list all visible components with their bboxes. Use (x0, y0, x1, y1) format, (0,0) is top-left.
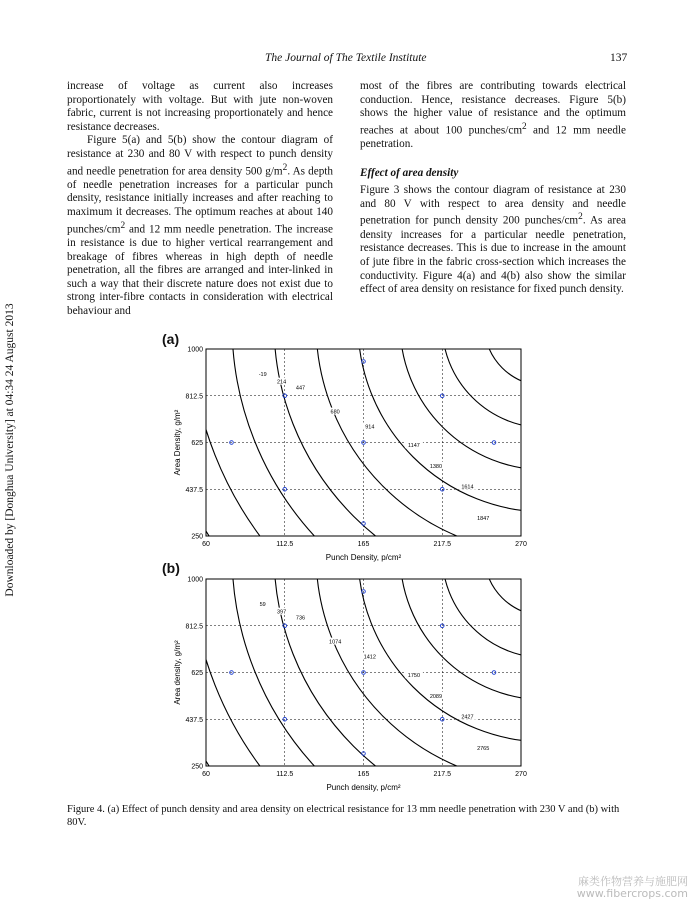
figure-caption: Figure 4. (a) Effect of punch density and area density on electrical resistance for 13 mm needle penetration with 230 V and (b) with 80V. (67, 804, 620, 828)
contour-label: 680 (330, 409, 340, 416)
paragraph-text: most of the fibres are contributing towards electrical conduction. Hence, resistance decreases. Figure 5(b) shows the higher value of resistance and the optimum reaches at about 100 punches/cm (360, 80, 626, 137)
x-axis-label: Punch density, p/cm² (326, 783, 401, 792)
superscript: 2 (282, 162, 288, 173)
paragraph (67, 134, 333, 318)
section-title: Effect of area density (360, 166, 459, 179)
y-tick-label: 625 (191, 670, 203, 677)
contour-label: 1147 (407, 443, 420, 450)
y-axis-label: Area density, g/m² (173, 640, 182, 705)
y-tick-label: 437.5 (185, 486, 203, 494)
contour-label: 2765 (477, 746, 490, 753)
x-axis-label: Punch Density, p/cm² (325, 553, 402, 562)
superscript: 2 (578, 212, 583, 223)
superscript: 2 (120, 220, 126, 231)
paragraph-text: and 12 mm needle penetration. The increase in resistance is due to higher vertical rearrangement and breakage of fibres whereas in high depth of needle penetration, all the fibres are arranged and inter-linked in such a way that their discrete nature does not exist due to strong inter-fibre contacts in consideration with electrical behaviour and (67, 223, 333, 317)
sidebar-text: Downloaded by [Donghua University] at 04:34 24 August 2013 (4, 303, 16, 597)
paragraph-text: . As area density increases for a particular needle penetration, resistance decreases. This is due to increase in the amount of jute fibre in the fabric cross-section which increases the conductivity. Figure 4(a) and 4(b) also show the similar effect of area density on resistance for fixed punch density. (360, 215, 627, 296)
contour-label: 1074 (329, 639, 342, 646)
x-tick-label: 270 (515, 771, 527, 778)
contour-label: 214 (277, 379, 287, 386)
contour-label: 1380 (429, 463, 443, 470)
paragraph-text: and 12 mm needle penetration. (360, 124, 627, 151)
x-tick-label: 270 (515, 541, 527, 548)
x-tick-label: 165 (357, 541, 370, 548)
paragraph (360, 184, 626, 296)
right-column (360, 80, 626, 297)
contour-label: 59 (259, 602, 266, 609)
contour-label: 1614 (461, 484, 474, 491)
y-tick-label: 812.5 (185, 623, 203, 631)
running-header: The Journal of The Textile Institute (265, 52, 427, 64)
y-tick-label: 250 (191, 533, 203, 541)
y-tick-label: 1000 (187, 346, 203, 354)
contour-label: 1412 (363, 654, 376, 661)
left-column (67, 80, 333, 319)
y-tick-label: 1000 (187, 576, 203, 584)
download-sidebar-note (2, 280, 18, 620)
contour-label: -19 (258, 372, 267, 379)
contour-label: 397 (277, 609, 287, 616)
x-tick-label: 112.5 (276, 541, 294, 548)
contour-label: 447 (295, 385, 306, 392)
contour-label: 2089 (429, 693, 443, 700)
paragraph (360, 80, 626, 152)
superscript: 2 (522, 121, 527, 132)
paragraph-text: Figure 5(a) and 5(b) show the contour diagram of resistance at 230 and 80 V with respect to punch density and needle penetration for area density 500 g/m (67, 134, 333, 178)
x-tick-label: 60 (202, 541, 210, 548)
x-tick-label: 165 (357, 771, 370, 778)
page-number: 137 (610, 52, 628, 64)
panel-label-b: (b) (162, 560, 180, 576)
y-tick-label: 437.5 (185, 716, 203, 724)
x-tick-label: 112.5 (276, 771, 294, 778)
x-tick-label: 217.5 (433, 771, 452, 778)
paragraph-text: Figure 3 shows the contour diagram of resistance at 230 and 80 V with respect to area density and needle penetration for punch density 200 punches/cm (360, 184, 626, 228)
watermark (538, 876, 688, 900)
paragraph: increase of voltage as current also increases proportionately with voltage. But with jute non-woven fabric, current is not increasing proportionately and hence resistance decreases. (67, 80, 333, 133)
watermark-line: www.fibercrops.com (576, 887, 688, 900)
y-axis-label: Area Density, g/m² (173, 409, 182, 476)
paragraph-text: . As depth of needle penetration increases for a particular punch density, resistance initially increases and after reaching to maximum it decreases. The optimum reaches at about 140 punches/cm (67, 165, 334, 236)
contour-label: 2427 (461, 714, 474, 721)
y-tick-label: 812.5 (185, 393, 203, 401)
contour-label: 1847 (477, 516, 490, 523)
y-tick-label: 625 (191, 440, 203, 447)
y-tick-label: 250 (191, 763, 203, 771)
contour-label: 736 (295, 615, 306, 622)
x-tick-label: 217.5 (433, 541, 452, 548)
contour-chart-b (160, 570, 540, 795)
watermark-line: 麻类作物营养与施肥网 (578, 875, 688, 888)
x-tick-label: 60 (202, 771, 210, 778)
contour-chart-a (160, 340, 540, 565)
contour-label: 914 (365, 424, 375, 431)
panel-label-a: (a) (162, 331, 180, 347)
contour-label: 1750 (407, 673, 421, 680)
